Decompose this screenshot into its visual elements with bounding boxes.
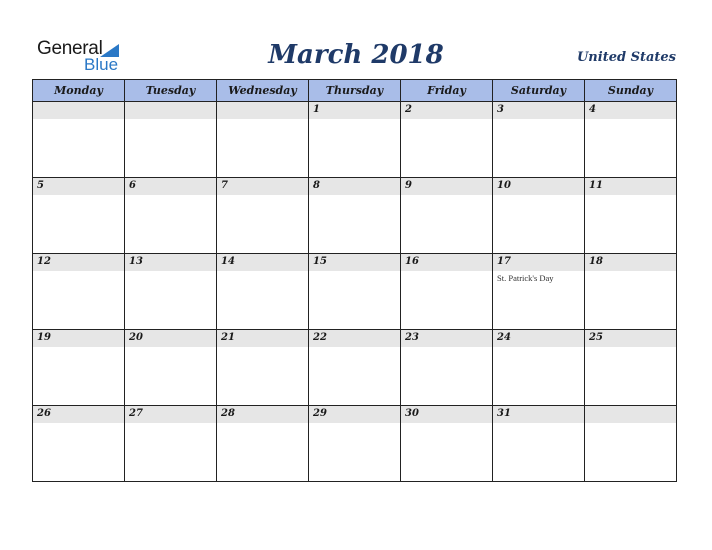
day-number: 19: [37, 332, 51, 343]
logo-general-text: General: [37, 38, 103, 59]
day-number: 3: [497, 104, 504, 115]
day-number-bar: [33, 406, 124, 423]
day-cell[interactable]: [585, 178, 677, 254]
day-number-bar: [493, 102, 584, 119]
day-number-bar: [217, 102, 308, 119]
day-number: 27: [129, 408, 143, 419]
day-number: 1: [313, 104, 320, 115]
day-number: 20: [129, 332, 143, 343]
day-number-bar: [585, 102, 676, 119]
day-cell[interactable]: [33, 330, 125, 406]
day-number: 26: [37, 408, 51, 419]
weekday-header: Monday: [33, 80, 125, 102]
day-number-bar: [125, 254, 216, 271]
day-number: 28: [221, 408, 235, 419]
day-number: 25: [589, 332, 603, 343]
day-number-bar: [125, 406, 216, 423]
day-number: 14: [221, 256, 235, 267]
day-cell[interactable]: [217, 102, 309, 178]
day-number: 16: [405, 256, 419, 267]
week-row: [33, 330, 677, 406]
day-number: 10: [497, 180, 511, 191]
day-cell[interactable]: [217, 254, 309, 330]
day-number: 18: [589, 256, 603, 267]
week-row: [33, 178, 677, 254]
day-cell[interactable]: [493, 254, 585, 330]
day-cell[interactable]: [493, 330, 585, 406]
day-number-bar: [309, 102, 400, 119]
day-cell[interactable]: [217, 406, 309, 482]
country-label: United States: [576, 50, 676, 65]
day-cell[interactable]: [493, 406, 585, 482]
day-number-bar: [401, 102, 492, 119]
weekday-header: Sunday: [585, 80, 677, 102]
day-cell[interactable]: [125, 406, 217, 482]
day-number: 29: [313, 408, 327, 419]
day-cell[interactable]: [493, 178, 585, 254]
day-cell[interactable]: [585, 254, 677, 330]
day-number-bar: [401, 254, 492, 271]
day-number-bar: [33, 330, 124, 347]
day-cell[interactable]: [309, 330, 401, 406]
day-cell[interactable]: [309, 178, 401, 254]
day-cell[interactable]: [125, 330, 217, 406]
day-number-bar: [217, 254, 308, 271]
day-cell[interactable]: [217, 178, 309, 254]
day-number-bar: [585, 406, 676, 423]
week-row: [33, 406, 677, 482]
day-cell[interactable]: [125, 178, 217, 254]
day-cell[interactable]: [401, 254, 493, 330]
day-cell[interactable]: [401, 330, 493, 406]
day-number: 12: [37, 256, 51, 267]
day-number-bar: [401, 330, 492, 347]
day-number-bar: [493, 254, 584, 271]
day-cell[interactable]: [493, 102, 585, 178]
weekday-header-row: [33, 80, 677, 102]
day-number-bar: [33, 102, 124, 119]
day-cell[interactable]: [309, 254, 401, 330]
day-number: 11: [589, 180, 603, 191]
day-cell[interactable]: [401, 178, 493, 254]
day-cell[interactable]: [33, 406, 125, 482]
day-number: 24: [497, 332, 511, 343]
holiday-label: St. Patrick's Day: [497, 273, 554, 283]
weekday-header: Thursday: [309, 80, 401, 102]
day-number-bar: [217, 178, 308, 195]
day-number-bar: [585, 178, 676, 195]
day-number: 31: [497, 408, 511, 419]
day-cell[interactable]: [125, 254, 217, 330]
day-cell[interactable]: [401, 406, 493, 482]
day-number: 9: [405, 180, 412, 191]
day-number-bar: [493, 330, 584, 347]
day-number-bar: [125, 330, 216, 347]
day-number: 21: [221, 332, 235, 343]
day-number-bar: [401, 178, 492, 195]
day-number-bar: [309, 330, 400, 347]
day-cell[interactable]: [401, 102, 493, 178]
day-cell[interactable]: [585, 330, 677, 406]
day-cell[interactable]: [33, 178, 125, 254]
day-number-bar: [125, 178, 216, 195]
day-number: 8: [313, 180, 320, 191]
day-number-bar: [33, 254, 124, 271]
calendar-title: March 2018: [268, 40, 444, 70]
day-number-bar: [585, 254, 676, 271]
weekday-header: Friday: [401, 80, 493, 102]
day-number-bar: [309, 406, 400, 423]
day-cell[interactable]: [33, 254, 125, 330]
day-number: 6: [129, 180, 136, 191]
day-number: 7: [221, 180, 228, 191]
day-cell[interactable]: [309, 406, 401, 482]
day-number-bar: [125, 102, 216, 119]
day-number: 30: [405, 408, 419, 419]
day-number-bar: [309, 254, 400, 271]
day-cell[interactable]: [217, 330, 309, 406]
day-number: 17: [497, 256, 511, 267]
day-number: 22: [313, 332, 327, 343]
day-number: 4: [589, 104, 596, 115]
calendar-grid: [32, 79, 677, 482]
day-number-bar: [493, 178, 584, 195]
day-number: 5: [37, 180, 44, 191]
day-number: 23: [405, 332, 419, 343]
week-row: [33, 254, 677, 330]
day-number: 2: [405, 104, 412, 115]
day-number-bar: [217, 330, 308, 347]
weekday-header: Wednesday: [217, 80, 309, 102]
day-number-bar: [493, 406, 584, 423]
day-cell[interactable]: [33, 102, 125, 178]
day-cell[interactable]: [585, 102, 677, 178]
day-number-bar: [401, 406, 492, 423]
day-number: 13: [129, 256, 143, 267]
week-row: [33, 102, 677, 178]
day-number-bar: [33, 178, 124, 195]
logo-blue-text: Blue: [84, 55, 119, 74]
day-number-bar: [309, 178, 400, 195]
day-number-bar: [585, 330, 676, 347]
day-cell[interactable]: [309, 102, 401, 178]
day-number: 15: [313, 256, 327, 267]
day-number-bar: [217, 406, 308, 423]
weekday-header: Saturday: [493, 80, 585, 102]
weekday-header: Tuesday: [125, 80, 217, 102]
day-cell[interactable]: [585, 406, 677, 482]
day-cell[interactable]: [125, 102, 217, 178]
